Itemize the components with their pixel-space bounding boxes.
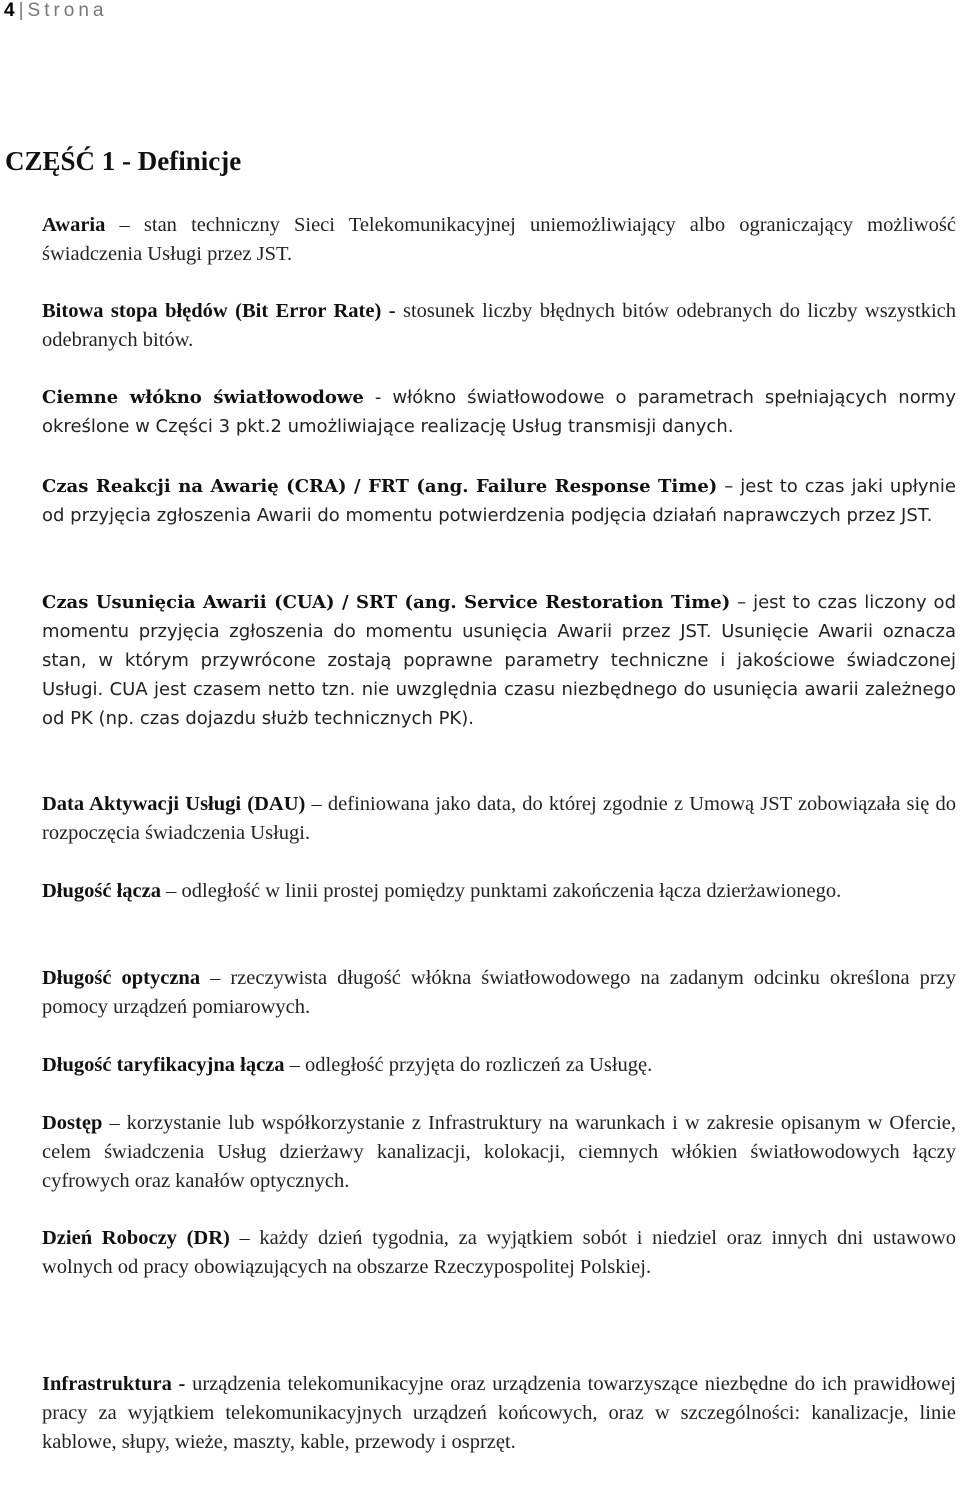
definition-bit-error-rate (42, 297, 956, 355)
page-header (4, 0, 108, 22)
definition-text: stosunek liczby błędnych bitów odebranych do liczby wszystkich odebranych bitów. (42, 300, 956, 351)
definition-cua-srt (42, 588, 956, 733)
definition-term: Data Aktywacji Usługi (DAU) (42, 793, 306, 815)
page-word: Strona (27, 0, 108, 21)
definition-infrastruktura (42, 1370, 956, 1457)
definition-text: - włókno światłowodowe o parametrach spełniających normy określone w Części 3 pkt.2 umożliwiające realizację Usług transmisji danych. (42, 387, 956, 437)
definition-term: Bitowa stopa błędów (Bit Error Rate) - (42, 300, 396, 322)
definition-text: – rzeczywista długość włókna światłowodowego na zadanym odcinku określona przy pomocy urządzeń pomiarowych. (42, 967, 956, 1018)
header-separator: | (18, 0, 24, 21)
definition-term: Czas Usunięcia Awarii (CUA) / SRT (ang. Service Restoration Time) (42, 592, 731, 613)
definition-term: Długość łącza (42, 880, 161, 902)
definition-ciemne-wlokno (42, 383, 956, 441)
definition-text: – odległość w linii prostej pomiędzy punktami zakończenia łącza dzierżawionego. (161, 880, 842, 902)
definition-text: – jest to czas liczony od momentu przyjęcia zgłoszenia do momentu usunięcia Awarii przez JST. Usunięcie Awarii oznacza stan, w którym przywrócone zostają poprawne parametry techniczne i jakościowe świadczonej Usługi. CUA jest czasem netto tzn. nie uwzględnia czasu niezbędnego do usunięcia awarii zależnego od PK (np. czas dojazdu służb technicznych PK). (42, 592, 956, 729)
definition-dzien-roboczy (42, 1224, 956, 1282)
definition-cra-frt (42, 472, 956, 530)
definition-text: urządzenia telekomunikacyjne oraz urządzenia towarzyszące niezbędne do ich prawidłowej pracy za wyjątkiem telekomunikacyjnych urządzeń końcowych, oraz w szczególności: kanalizacje, linie kablowe, słupy, wieże, maszty, kable, przewody i osprzęt. (42, 1373, 956, 1453)
page-number: 4 (4, 0, 15, 21)
definition-term: Długość taryfikacyjna łącza (42, 1054, 285, 1076)
definition-term: Czas Reakcji na Awarię (CRA) / FRT (ang. Failure Response Time) (42, 476, 718, 497)
definition-text: – stan techniczny Sieci Telekomunikacyjnej uniemożliwiający albo ograniczający możliwość świadczenia Usługi przez JST. (42, 214, 956, 265)
definition-text: – definiowana jako data, do której zgodnie z Umową JST zobowiązała się do rozpoczęcia świadczenia Usługi. (42, 793, 956, 844)
definition-dlugosc-optyczna (42, 964, 956, 1022)
definition-dlugosc-lacza (42, 877, 956, 906)
definition-text: – każdy dzień tygodnia, za wyjątkiem sobót i niedziel oraz innych dni ustawowo wolnych od pracy obowiązujących na obszarze Rzeczypospolitej Polskiej. (42, 1227, 957, 1278)
definition-text: – odległość przyjęta do rozliczeń za Usługę. (284, 1054, 653, 1076)
definition-term: Długość optyczna (42, 967, 201, 989)
definition-text: – jest to czas jaki upłynie od przyjęcia zgłoszenia Awarii do momentu potwierdzenia podjęcia działań naprawczych przez JST. (42, 476, 956, 526)
definition-term: Ciemne włókno światłowodowe (42, 387, 364, 408)
definition-dau (42, 790, 956, 848)
definition-text: – korzystanie lub współkorzystanie z Infrastruktury na warunkach i w zakresie opisanym w Ofercie, celem świadczenia Usług dzierżawy kanalizacji, kolokacji, ciemnych włókien światłowodowych łączy cyfrowych oraz kanałów optycznych. (42, 1112, 956, 1192)
definition-dlugosc-taryfikacyjna (42, 1051, 956, 1080)
section-title: CZĘŚĆ 1 - Definicje (5, 146, 242, 176)
definition-dostep (42, 1109, 956, 1196)
definition-term: Awaria (42, 214, 106, 236)
definition-awaria (42, 211, 956, 269)
definition-term: Dzień Roboczy (DR) (42, 1227, 230, 1249)
definition-term: Infrastruktura - (42, 1373, 186, 1395)
definition-term: Dostęp (42, 1112, 103, 1134)
